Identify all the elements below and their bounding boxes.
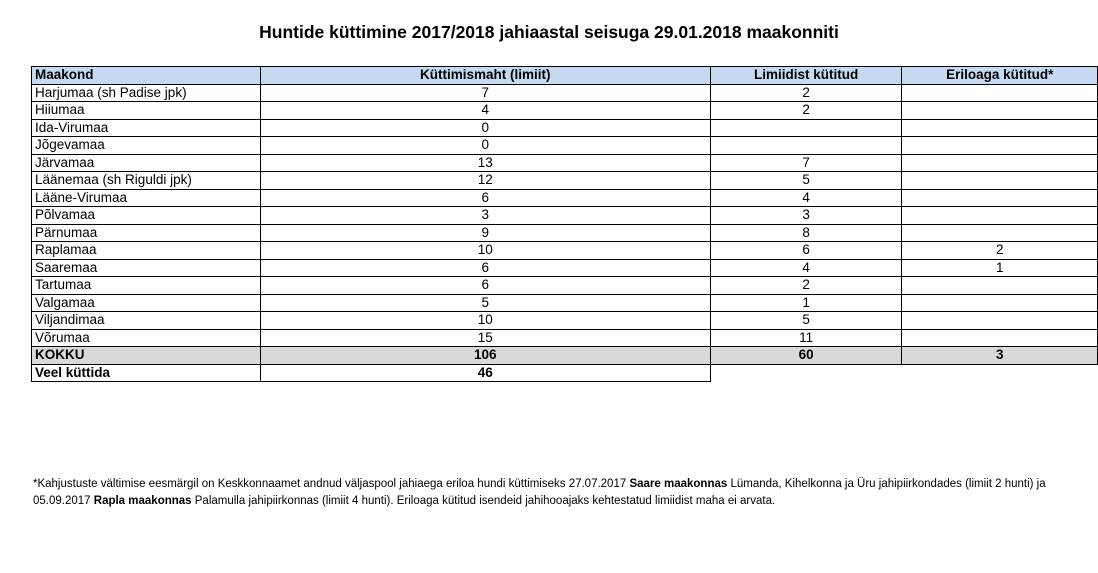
col-header-special-permit: Eriloaga kütitud*	[902, 67, 1098, 85]
cell-special: 2	[902, 242, 1098, 260]
table-row	[32, 137, 1098, 155]
total-hunted: 60	[710, 347, 902, 365]
footnote-text: Palamulla jahipiirkonnas (limiit 4 hunti). Eriloaga kütitud isendeid jahihooajaks kehtestatud limiidist maha ei arvata.	[191, 495, 776, 507]
cell-special	[902, 312, 1098, 330]
cell-county: Valgamaa	[32, 294, 261, 312]
table-row	[32, 329, 1098, 347]
cell-hunted: 1	[710, 294, 902, 312]
cell-county: Pärnumaa	[32, 224, 261, 242]
table-row	[32, 259, 1098, 277]
cell-special	[902, 277, 1098, 295]
col-header-county: Maakond	[32, 67, 261, 85]
cell-hunted: 2	[710, 102, 902, 120]
table-row	[32, 312, 1098, 330]
cell-hunted: 3	[710, 207, 902, 225]
remaining-value: 46	[260, 364, 710, 382]
cell-county: Võrumaa	[32, 329, 261, 347]
cell-hunted: 11	[710, 329, 902, 347]
cell-hunted: 5	[710, 312, 902, 330]
table-row	[32, 172, 1098, 190]
cell-hunted: 8	[710, 224, 902, 242]
cell-quota: 0	[260, 119, 710, 137]
cell-county: Lääne-Virumaa	[32, 189, 261, 207]
cell-quota: 13	[260, 154, 710, 172]
footnote-bold-saare: Saare maakonnas	[629, 478, 728, 490]
cell-quota: 12	[260, 172, 710, 190]
table-row	[32, 294, 1098, 312]
cell-county: Ida-Virumaa	[32, 119, 261, 137]
table-row	[32, 84, 1098, 102]
cell-county: Harjumaa (sh Padise jpk)	[32, 84, 261, 102]
cell-hunted: 4	[710, 259, 902, 277]
cell-hunted: 4	[710, 189, 902, 207]
cell-special: 1	[902, 259, 1098, 277]
cell-hunted: 7	[710, 154, 902, 172]
cell-special	[902, 189, 1098, 207]
remaining-row	[32, 364, 1098, 382]
cell-special	[902, 329, 1098, 347]
remaining-label: Veel küttida	[32, 364, 261, 382]
cell-county: Saaremaa	[32, 259, 261, 277]
cell-quota: 6	[260, 277, 710, 295]
cell-quota: 3	[260, 207, 710, 225]
cell-quota: 0	[260, 137, 710, 155]
footnote	[33, 476, 1073, 510]
table-row	[32, 119, 1098, 137]
table-row	[32, 207, 1098, 225]
cell-county: Põlvamaa	[32, 207, 261, 225]
col-header-hunted-from-quota: Limiidist kütitud	[710, 67, 902, 85]
cell-quota: 6	[260, 259, 710, 277]
cell-special	[902, 84, 1098, 102]
cell-special	[902, 119, 1098, 137]
cell-county: Läänemaa (sh Riguldi jpk)	[32, 172, 261, 190]
cell-quota: 9	[260, 224, 710, 242]
cell-hunted: 6	[710, 242, 902, 260]
cell-county: Tartumaa	[32, 277, 261, 295]
table-row	[32, 189, 1098, 207]
cell-county: Raplamaa	[32, 242, 261, 260]
footnote-text: *Kahjustuste vältimise eesmärgil on Keskkonnaamet andnud väljaspool jahiaega eriloa hundi küttimiseks 27.07.2017	[33, 478, 630, 490]
cell-hunted: 5	[710, 172, 902, 190]
total-quota: 106	[260, 347, 710, 365]
cell-special	[902, 294, 1098, 312]
page-title: Huntide küttimine 2017/2018 jahiaastal seisuga 29.01.2018 maakonniti	[259, 22, 839, 42]
cell-special	[902, 154, 1098, 172]
table-row	[32, 224, 1098, 242]
table-row	[32, 102, 1098, 120]
cell-quota: 6	[260, 189, 710, 207]
cell-hunted	[710, 119, 902, 137]
col-header-quota: Küttimismaht (limiit)	[260, 67, 710, 85]
cell-hunted: 2	[710, 277, 902, 295]
cell-county: Järvamaa	[32, 154, 261, 172]
cell-special	[902, 137, 1098, 155]
wolf-hunting-table	[31, 66, 1098, 382]
table-row	[32, 242, 1098, 260]
table-header-row	[32, 67, 1098, 85]
table-row	[32, 154, 1098, 172]
cell-quota: 5	[260, 294, 710, 312]
cell-quota: 10	[260, 242, 710, 260]
cell-special	[902, 207, 1098, 225]
cell-quota: 15	[260, 329, 710, 347]
cell-quota: 7	[260, 84, 710, 102]
footnote-text: Lümanda, Kihelkonna ja Üru jahipiirkondades (limiit 2 hunti) ja 05.09.2017	[33, 478, 1046, 507]
total-row	[32, 347, 1098, 365]
cell-county: Jõgevamaa	[32, 137, 261, 155]
cell-county: Viljandimaa	[32, 312, 261, 330]
cell-quota: 10	[260, 312, 710, 330]
cell-hunted: 2	[710, 84, 902, 102]
footnote-bold-rapla: Rapla maakonnas	[93, 495, 192, 507]
cell-county: Hiiumaa	[32, 102, 261, 120]
total-special: 3	[902, 347, 1098, 365]
empty-cell	[710, 364, 1097, 382]
table-row	[32, 277, 1098, 295]
cell-hunted	[710, 137, 902, 155]
cell-special	[902, 102, 1098, 120]
cell-special	[902, 172, 1098, 190]
total-label: KOKKU	[32, 347, 261, 365]
cell-special	[902, 224, 1098, 242]
cell-quota: 4	[260, 102, 710, 120]
